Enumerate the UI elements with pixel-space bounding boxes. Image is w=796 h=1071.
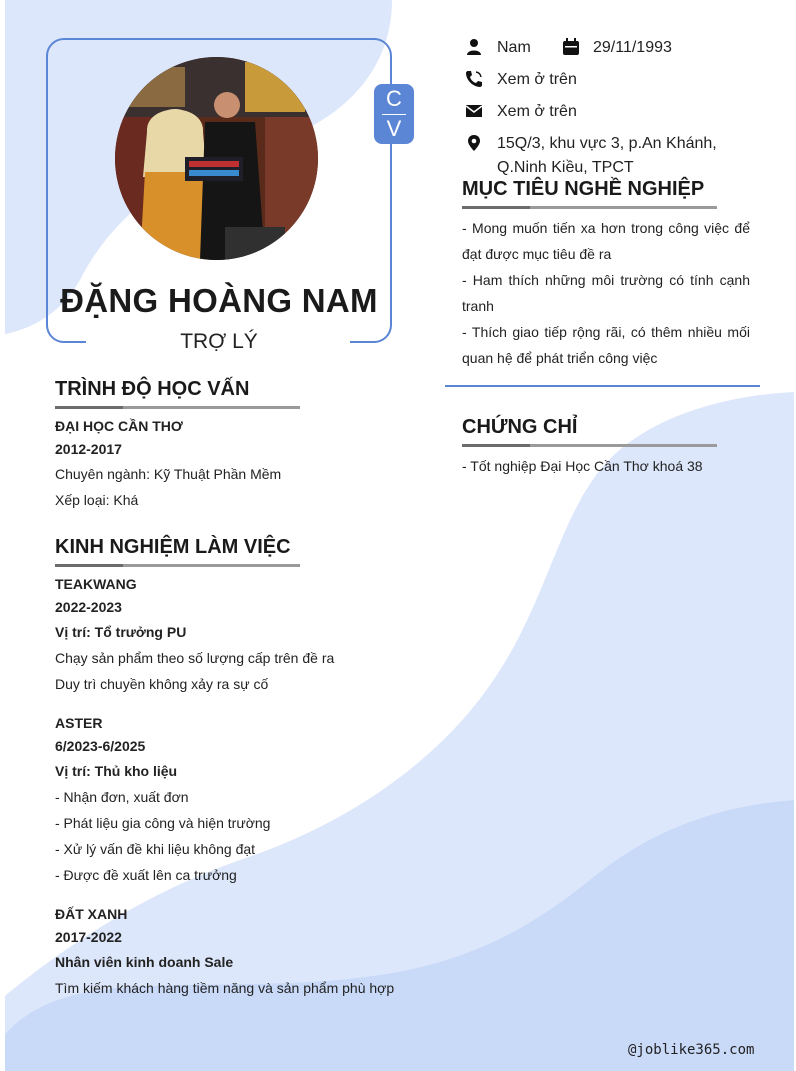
certificates-title: CHỨNG CHỈ <box>462 416 578 438</box>
education-title: TRÌNH ĐỘ HỌC VẤN <box>55 378 250 400</box>
watermark: @joblike365.com <box>628 1042 755 1058</box>
job-2-period: 6/2023-6/2025 <box>55 738 146 754</box>
candidate-name: ĐẶNG HOÀNG NAM <box>60 282 378 319</box>
job-3-duty-1: Tìm kiếm khách hàng tiềm năng và sản phẩm phù hợp <box>55 980 395 996</box>
phone-text: Xem ở trên <box>497 71 577 88</box>
calendar-icon <box>562 38 580 56</box>
avatar-photo <box>115 57 318 260</box>
gender-text: Nam <box>497 39 531 56</box>
avatar <box>115 57 318 260</box>
person-icon <box>465 38 483 56</box>
job-3-company: ĐẤT XANH <box>55 906 128 922</box>
job-3-position: Nhân viên kinh doanh Sale <box>55 954 234 970</box>
job-2-duty-1: - Nhận đơn, xuất đơn <box>55 789 189 805</box>
email-text: Xem ở trên <box>497 103 577 120</box>
cv-badge-bottom: V <box>386 116 402 141</box>
job-1-duty-1: Chạy sản phẩm theo số lượng cấp trên đề ra <box>55 650 335 666</box>
job-2-duty-2: - Phát liệu gia công và hiện trường <box>55 815 271 831</box>
cv-badge <box>374 84 414 144</box>
objective-item-1: - Mong muốn tiến xa hơn trong công việc để đạt được mục tiêu đề ra <box>462 220 750 262</box>
objective-title: MỤC TIÊU NGHỀ NGHIỆP <box>462 178 705 200</box>
job-2-duty-4: - Được đề xuất lên ca trưởng <box>55 867 237 883</box>
certificate-item: - Tốt nghiệp Đại Học Cần Thơ khoá 38 <box>462 458 703 474</box>
job-2-duty-3: - Xử lý vấn đề khi liệu không đạt <box>55 841 256 857</box>
left-margin <box>0 0 5 1071</box>
objective-item-2: - Ham thích những môi trường có tính cạnh tranh <box>462 272 750 314</box>
job-2-company: ASTER <box>55 715 103 731</box>
certificates-underline <box>462 444 717 447</box>
objective-item-3: - Thích giao tiếp rộng rãi, có thêm nhiều mối quan hệ để phát triển công việc <box>462 324 750 366</box>
candidate-role: TRỢ LÝ <box>180 330 258 353</box>
education-school: ĐẠI HỌC CẦN THƠ <box>55 418 183 434</box>
location-icon <box>465 134 483 152</box>
phone-icon <box>465 70 483 88</box>
address-line-2: Q.Ninh Kiều, TPCT <box>497 159 634 176</box>
education-grade: Xếp loại: Khá <box>55 492 139 508</box>
education-underline <box>55 406 300 409</box>
objective-underline <box>462 206 717 209</box>
education-period: 2012-2017 <box>55 441 122 457</box>
education-major: Chuyên ngành: Kỹ Thuật Phần Mềm <box>55 466 282 482</box>
job-1-company: TEAKWANG <box>55 576 137 592</box>
job-1-position: Vị trí: Tổ trưởng PU <box>55 624 187 640</box>
experience-title: KINH NGHIỆM LÀM VIỆC <box>55 536 291 558</box>
right-column-divider <box>445 385 760 387</box>
job-3-period: 2017-2022 <box>55 929 122 945</box>
address-line-1: 15Q/3, khu vực 3, p.An Khánh, <box>497 135 717 152</box>
job-2-position: Vị trí: Thủ kho liệu <box>55 763 178 779</box>
cv-badge-top: C <box>386 86 402 111</box>
job-1-period: 2022-2023 <box>55 599 122 615</box>
experience-underline <box>55 564 300 567</box>
mail-icon <box>465 102 483 120</box>
birthdate-text: 29/11/1993 <box>593 39 672 56</box>
job-1-duty-2: Duy trì chuyền không xảy ra sự cố <box>55 676 269 692</box>
